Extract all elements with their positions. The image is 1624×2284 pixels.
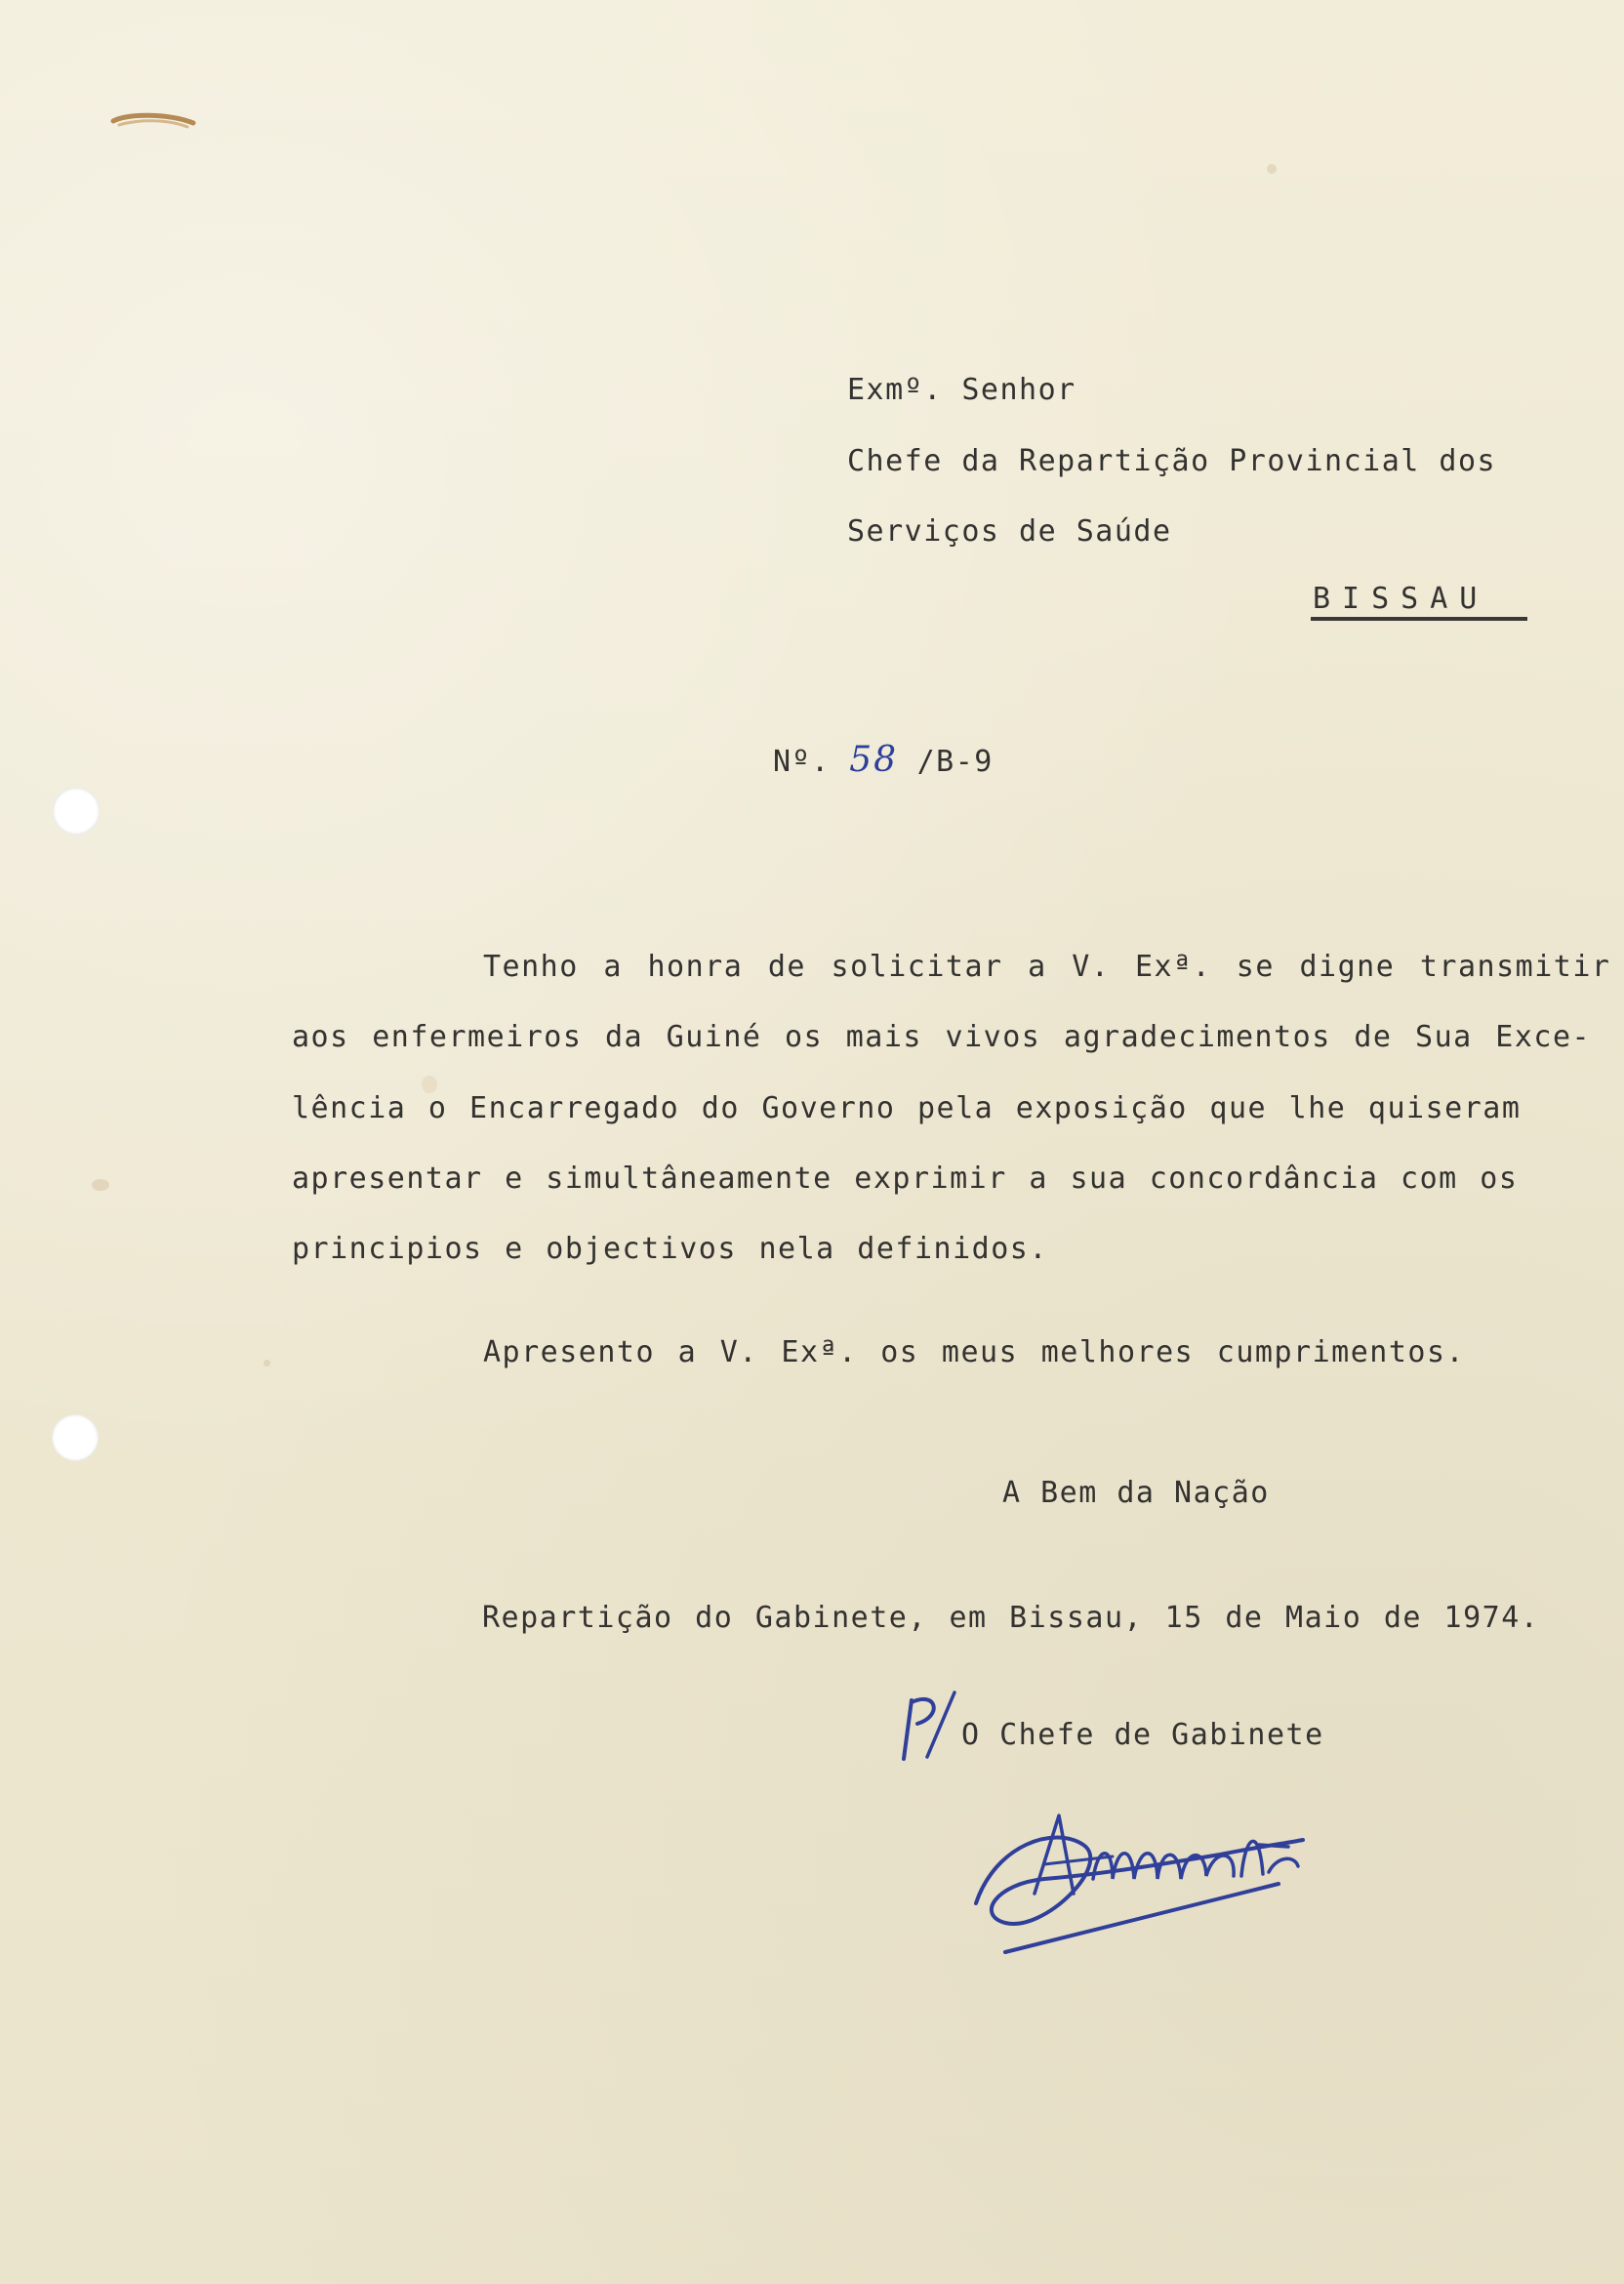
city-underline: [1311, 617, 1527, 621]
addressee-line-1: Chefe da Repartição Provincial dos: [847, 444, 1497, 478]
handwritten-signature: [966, 1786, 1308, 1972]
addressee-salutation: Exmº. Senhor: [847, 373, 1076, 407]
body-paragraph-1-line: lência o Encarregado do Governo pela exposição que lhe quiseram: [292, 1091, 1522, 1125]
closing-formula: A Bem da Nação: [1002, 1476, 1270, 1510]
reference-number-handwritten: 58: [849, 740, 899, 780]
addressee-city: BISSAU: [1313, 582, 1489, 616]
punch-hole-top: [53, 788, 100, 835]
punch-hole-bottom: [52, 1414, 99, 1461]
pp-handwritten-mark: [898, 1687, 966, 1765]
body-paragraph-1-line: principios e objectivos nela definidos.: [292, 1232, 1048, 1266]
body-paragraph-1-line: Tenho a honra de solicitar a V. Exª. se digne transmitir: [483, 950, 1611, 984]
reference-line: [773, 740, 994, 780]
dateline: Repartição do Gabinete, em Bissau, 15 de Maio de 1974.: [482, 1601, 1540, 1635]
reference-suffix: /B-9: [898, 745, 994, 779]
staple-mark: [109, 109, 197, 133]
body-paragraph-2: Apresento a V. Exª. os meus melhores cumprimentos.: [483, 1335, 1466, 1369]
paper-stain: [1267, 164, 1277, 174]
body-paragraph-1-line: apresentar e simultâneamente exprimir a sua concordância com os: [292, 1162, 1519, 1196]
paper-stain: [92, 1179, 109, 1191]
body-paragraph-1-line: aos enfermeiros da Guiné os mais vivos agradecimentos de Sua Exce-: [292, 1020, 1592, 1054]
addressee-line-2: Serviços de Saúde: [847, 514, 1172, 549]
paper-stain: [264, 1360, 270, 1366]
signer-title: O Chefe de Gabinete: [961, 1718, 1324, 1752]
reference-prefix: Nº.: [773, 745, 850, 779]
